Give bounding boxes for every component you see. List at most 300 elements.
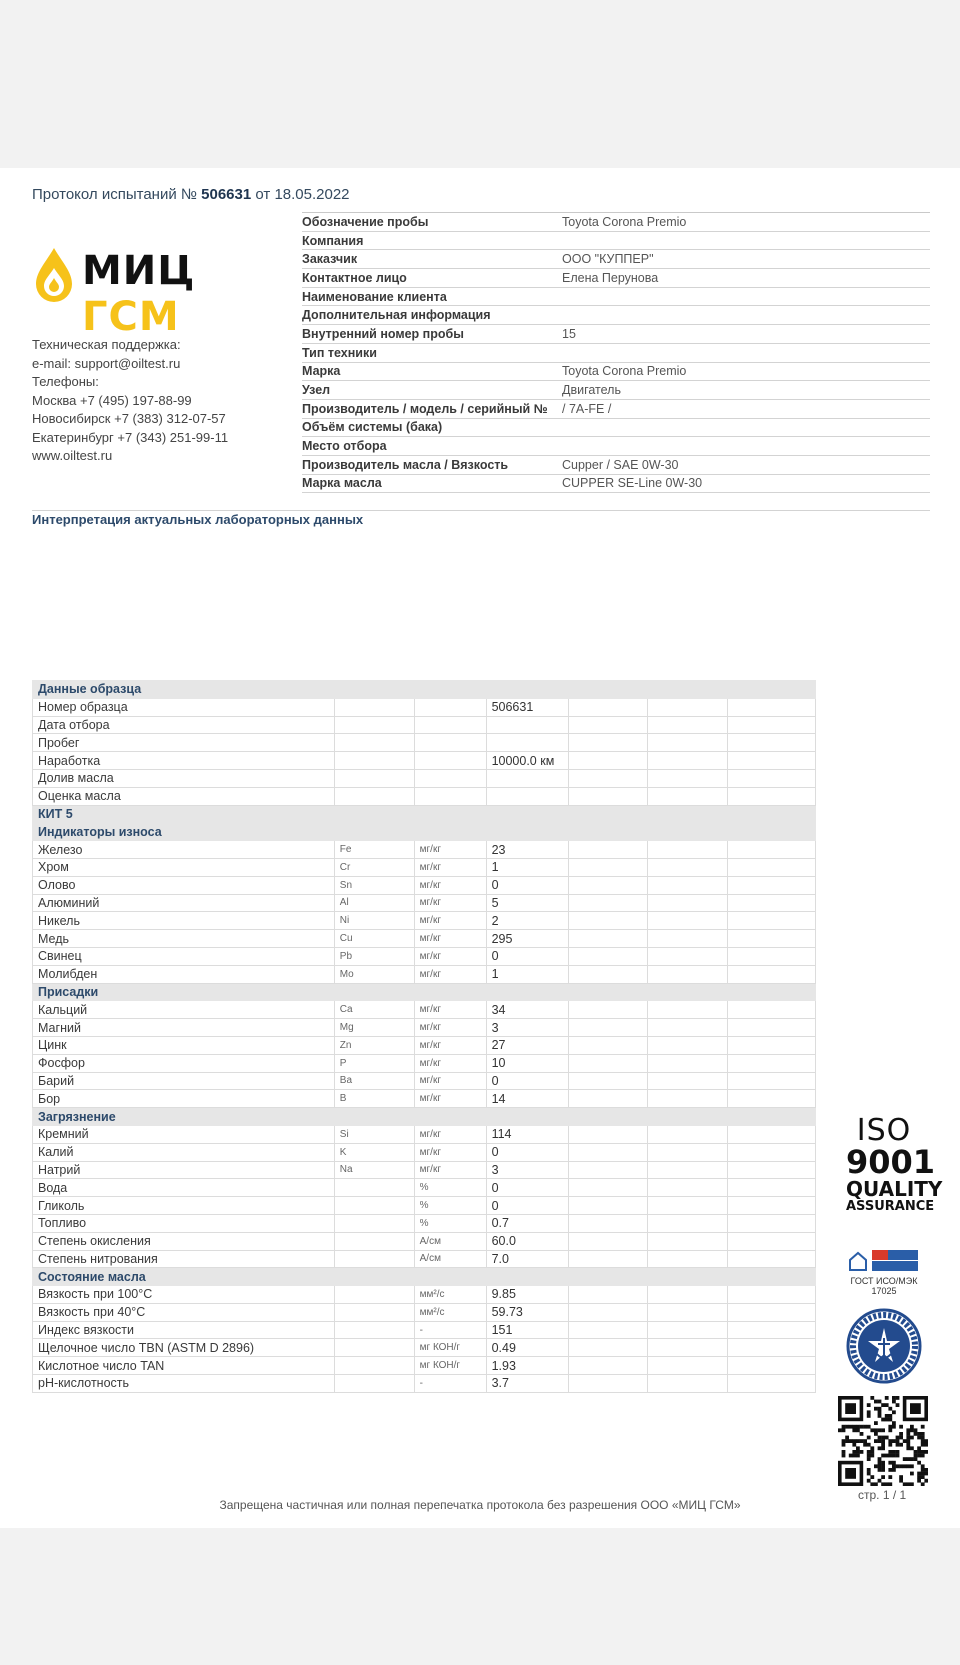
empty-cell [728,1250,816,1268]
iso-line4: ASSURANCE [846,1199,935,1214]
iso-line1: ISO [856,1113,912,1148]
param-name: Гликоль [33,1197,335,1215]
empty-cell [728,1321,816,1339]
oil-drop-icon [32,246,76,306]
empty-cell [728,930,816,948]
unit: мг/кг [414,1161,486,1179]
empty-cell [568,1339,648,1357]
table-row [33,1214,816,1232]
empty-cell [568,769,648,787]
title-prefix: Протокол испытаний № [32,186,197,203]
protocol-title [32,186,350,203]
iso-line2: 9001 [846,1143,936,1181]
empty-cell [648,1303,728,1321]
footer-disclaimer: Запрещена частичная или полная перепечатка протокола без разрешения ООО «МИЦ ГСМ» [219,1498,741,1512]
empty-cell [568,1125,648,1143]
table-row [33,1321,816,1339]
unit: мг/кг [414,947,486,965]
unit: % [414,1197,486,1215]
info-value: CUPPER SE-Line 0W-30 [562,476,703,491]
element-symbol: Al [334,894,414,912]
value: 34 [486,1001,568,1019]
value: 0 [486,876,568,894]
element-symbol [334,1197,414,1215]
info-value: 15 [562,326,576,341]
info-row [302,269,930,288]
param-name: Калий [33,1143,335,1161]
info-key: Марка [302,364,341,379]
table-row [33,1250,816,1268]
info-row [302,325,930,344]
empty-cell [568,894,648,912]
element-symbol: Ni [334,912,414,930]
info-row [302,213,930,232]
table-row [33,947,816,965]
empty-cell [728,752,816,770]
param-name: Кремний [33,1125,335,1143]
unit [414,787,486,805]
unit [414,752,486,770]
empty-cell [568,1036,648,1054]
value: 10000.0 км [486,752,568,770]
empty-cell [568,912,648,930]
empty-cell [648,947,728,965]
empty-cell [728,769,816,787]
param-name: Дата отбора [33,716,335,734]
empty-cell [648,1072,728,1090]
empty-cell [648,716,728,734]
empty-cell [568,1197,648,1215]
element-symbol [334,1303,414,1321]
element-symbol [334,1179,414,1197]
value: 1.93 [486,1357,568,1375]
empty-cell [568,858,648,876]
param-name: Индекс вязкости [33,1321,335,1339]
section-title: Данные образца [33,681,816,699]
element-symbol [334,1375,414,1393]
element-symbol [334,769,414,787]
value: 5 [486,894,568,912]
info-key: Контактное лицо [302,270,407,285]
unit [414,734,486,752]
empty-cell [648,1339,728,1357]
empty-cell [648,769,728,787]
empty-cell [728,787,816,805]
unit: мг/кг [414,912,486,930]
param-name: Кальций [33,1001,335,1019]
table-row [33,1303,816,1321]
empty-cell [568,1286,648,1304]
value: 0.49 [486,1339,568,1357]
empty-cell [568,1321,648,1339]
empty-cell [648,1179,728,1197]
empty-cell [648,1054,728,1072]
empty-cell [568,930,648,948]
info-row [302,363,930,382]
value: 0 [486,1072,568,1090]
support-line: Телефоны: [32,374,99,389]
table-row [33,965,816,983]
value: 7.0 [486,1250,568,1268]
empty-cell [648,894,728,912]
element-symbol [334,787,414,805]
table-row [33,787,816,805]
info-key: Узел [302,383,331,398]
param-name: Магний [33,1019,335,1037]
empty-cell [728,1090,816,1108]
table-row [33,1339,816,1357]
param-name: Долив масла [33,769,335,787]
empty-cell [728,1232,816,1250]
info-row [302,288,930,307]
empty-cell [728,894,816,912]
iso-line3: QUALITY [846,1177,943,1201]
element-symbol: B [334,1090,414,1108]
element-symbol: Mg [334,1019,414,1037]
unit: мм²/с [414,1286,486,1304]
empty-cell [728,947,816,965]
empty-cell [568,734,648,752]
value: 114 [486,1125,568,1143]
value: 9.85 [486,1286,568,1304]
empty-cell [568,1072,648,1090]
param-name: Щелочное число TBN (ASTM D 2896) [33,1339,335,1357]
empty-cell [728,1339,816,1357]
protocol-date: от 18.05.2022 [255,186,350,203]
unit [414,716,486,734]
param-name: Оценка масла [33,787,335,805]
table-row [33,1375,816,1393]
empty-cell [648,1214,728,1232]
info-key: Тип техники [302,345,377,360]
empty-cell [568,1250,648,1268]
register-seal [846,1308,922,1389]
element-symbol: Na [334,1161,414,1179]
empty-cell [648,1375,728,1393]
empty-cell [648,1125,728,1143]
empty-cell [728,716,816,734]
table-row [33,1036,816,1054]
element-symbol [334,752,414,770]
empty-cell [728,1054,816,1072]
element-symbol [334,1339,414,1357]
support-line: Новосибирск +7 (383) 312-07-57 [32,411,226,426]
param-name: Натрий [33,1161,335,1179]
element-symbol [334,1357,414,1375]
empty-cell [728,1036,816,1054]
empty-cell [728,1072,816,1090]
qr-code-icon [838,1396,928,1486]
value: 506631 [486,698,568,716]
element-symbol [334,1321,414,1339]
value: 23 [486,841,568,859]
section-title: Индикаторы износа [33,823,816,841]
table-row [33,858,816,876]
table-row [33,1054,816,1072]
qr-code [838,1396,928,1491]
value: 60.0 [486,1232,568,1250]
value: 10 [486,1054,568,1072]
empty-cell [648,1250,728,1268]
section-title: Состояние масла [33,1268,816,1286]
empty-cell [728,1019,816,1037]
element-symbol [334,1232,414,1250]
value: 2 [486,912,568,930]
unit: мг/кг [414,1054,486,1072]
empty-cell [648,1036,728,1054]
value: 0.7 [486,1214,568,1232]
empty-cell [648,965,728,983]
info-row [302,475,930,494]
empty-cell [568,787,648,805]
element-symbol: Pb [334,947,414,965]
empty-cell [648,1019,728,1037]
empty-cell [728,698,816,716]
empty-cell [568,1375,648,1393]
info-key: Место отбора [302,439,387,454]
param-name: Вязкость при 40°C [33,1303,335,1321]
info-value: Двигатель [562,383,621,398]
table-row [33,1286,816,1304]
divider [32,510,930,511]
empty-cell [568,1143,648,1161]
element-symbol [334,1250,414,1268]
info-row [302,344,930,363]
value: 0 [486,1197,568,1215]
unit: мг/кг [414,894,486,912]
support-line[interactable]: e-mail: support@oiltest.ru [32,355,181,371]
param-name: Молибден [33,965,335,983]
info-value: Toyota Corona Premio [562,214,687,229]
table-row [33,1001,816,1019]
iso-9001-badge [846,1113,943,1214]
unit [414,698,486,716]
param-name: Свинец [33,947,335,965]
table-row [33,876,816,894]
empty-cell [648,1001,728,1019]
param-name: Цинк [33,1036,335,1054]
unit: мг/кг [414,1019,486,1037]
value: 1 [486,965,568,983]
anchor-seal-icon [846,1308,922,1384]
info-value: ООО "КУППЕР" [562,252,654,267]
element-symbol: Cr [334,858,414,876]
empty-cell [728,965,816,983]
table-row [33,1179,816,1197]
info-row [302,381,930,400]
page-number: стр. 1 / 1 [858,1488,907,1502]
unit: А/см [414,1232,486,1250]
lab-results-table [32,680,816,1393]
ros-expertiza-label: ГОСТ ИСО/МЭК 17025 [850,1276,918,1296]
table-row [33,1232,816,1250]
info-key: Компания [302,233,364,248]
empty-cell [648,1357,728,1375]
table-row [33,1161,816,1179]
element-symbol [334,734,414,752]
empty-cell [728,1179,816,1197]
value: 295 [486,930,568,948]
ros-expertiza-logo-icon [846,1248,922,1274]
value: 3 [486,1161,568,1179]
empty-cell [728,912,816,930]
info-key: Внутренний номер пробы [302,326,464,341]
table-row [33,716,816,734]
unit: мг/кг [414,1143,486,1161]
table-row [33,1125,816,1143]
empty-cell [728,1303,816,1321]
element-symbol: Si [334,1125,414,1143]
table-row [33,894,816,912]
empty-cell [568,965,648,983]
empty-cell [648,787,728,805]
section-header-row [33,1108,816,1126]
protocol-number: 506631 [201,186,252,203]
param-name: Олово [33,876,335,894]
value [486,787,568,805]
empty-cell [728,1375,816,1393]
value [486,769,568,787]
empty-cell [648,930,728,948]
logo-word-2: ГСМ [82,294,180,340]
element-symbol: Cu [334,930,414,948]
ros-expertiza-badge [846,1248,922,1296]
empty-cell [568,1303,648,1321]
unit: мг/кг [414,858,486,876]
support-line: Екатеринбург +7 (343) 251-99-11 [32,429,229,445]
info-key: Производитель / модель / серийный № [302,401,548,416]
element-symbol: P [334,1054,414,1072]
empty-cell [568,876,648,894]
empty-cell [568,752,648,770]
section-header-row [33,1268,816,1286]
param-name: Кислотное число TAN [33,1357,335,1375]
param-name: Фосфор [33,1054,335,1072]
param-name: Номер образца [33,698,335,716]
param-name: Бор [33,1090,335,1108]
empty-cell [648,1232,728,1250]
empty-cell [568,1179,648,1197]
element-symbol [334,1286,414,1304]
element-symbol: Fe [334,841,414,859]
empty-cell [728,876,816,894]
info-value: Елена Перунова [562,270,659,285]
protocol-page [0,168,960,1528]
info-value: / 7A-FE / [562,401,612,416]
empty-cell [728,1214,816,1232]
empty-cell [728,1143,816,1161]
table-row [33,752,816,770]
table-row [33,1072,816,1090]
table-row [33,841,816,859]
support-line[interactable]: www.oiltest.ru [32,448,113,463]
param-name: Степень окисления [33,1232,335,1250]
element-symbol: Sn [334,876,414,894]
param-name: Вода [33,1179,335,1197]
support-line: Техническая поддержка: [32,337,181,352]
empty-cell [568,716,648,734]
interpretation-title: Интерпретация актуальных лабораторных данных [32,512,364,527]
unit: А/см [414,1250,486,1268]
unit: % [414,1179,486,1197]
empty-cell [648,1161,728,1179]
empty-cell [568,1054,648,1072]
unit: мг/кг [414,930,486,948]
empty-cell [728,858,816,876]
value: 27 [486,1036,568,1054]
table-row [33,698,816,716]
value: 1 [486,858,568,876]
empty-cell [728,1197,816,1215]
info-row [302,400,930,419]
empty-cell [648,1286,728,1304]
info-key: Наименование клиента [302,289,447,304]
unit: мг/кг [414,1090,486,1108]
section-title: Присадки [33,983,816,1001]
empty-cell [568,1001,648,1019]
value: 3 [486,1019,568,1037]
empty-cell [728,734,816,752]
info-key: Производитель масла / Вязкость [302,457,509,472]
section-title: Загрязнение [33,1108,816,1126]
empty-cell [568,1357,648,1375]
value: 59.73 [486,1303,568,1321]
empty-cell [648,1143,728,1161]
section-header-row [33,681,816,699]
empty-cell [728,1001,816,1019]
empty-cell [648,841,728,859]
param-name: Вязкость при 100°C [33,1286,335,1304]
table-row [33,1090,816,1108]
info-value: Toyota Corona Premio [562,364,687,379]
unit: мг/кг [414,1036,486,1054]
empty-cell [568,947,648,965]
unit: мм²/с [414,1303,486,1321]
empty-cell [648,1090,728,1108]
table-row [33,1357,816,1375]
info-row [302,419,930,438]
unit: мг/кг [414,876,486,894]
info-key: Заказчик [302,252,358,267]
element-symbol [334,698,414,716]
empty-cell [568,1090,648,1108]
table-row [33,1143,816,1161]
empty-cell [568,841,648,859]
support-line: Москва +7 (495) 197-88-99 [32,392,192,408]
empty-cell [648,734,728,752]
value: 0 [486,947,568,965]
info-row [302,250,930,269]
info-row [302,306,930,325]
empty-cell [728,1125,816,1143]
empty-cell [728,1161,816,1179]
value [486,734,568,752]
table-row [33,734,816,752]
logo-word-1: МИЦ [82,248,196,294]
param-name: Медь [33,930,335,948]
table-row [33,912,816,930]
unit: - [414,1375,486,1393]
param-name: Никель [33,912,335,930]
info-value: Cupper / SAE 0W-30 [562,457,679,472]
element-symbol: Ca [334,1001,414,1019]
info-key: Объём системы (бака) [302,420,443,435]
empty-cell [648,1197,728,1215]
unit: мг/кг [414,1001,486,1019]
empty-cell [648,912,728,930]
table-row [33,930,816,948]
empty-cell [728,1357,816,1375]
